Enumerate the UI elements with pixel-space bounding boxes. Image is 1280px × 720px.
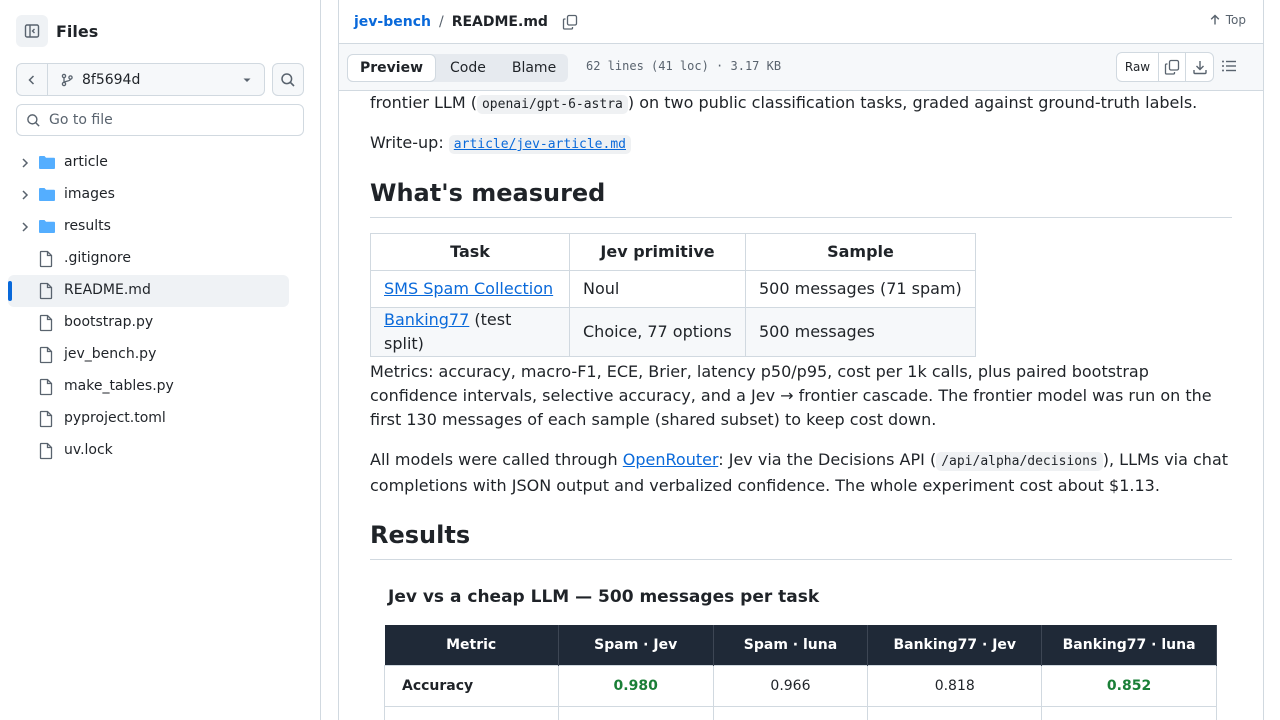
file-icon [38,378,54,396]
file-tree-sidebar [0,0,321,720]
intro-text-post: ) on two public classification tasks, graded against ground-truth labels. [627,93,1198,112]
folder-icon [38,218,56,235]
banking77-link[interactable]: Banking77 [384,310,470,329]
tree-item-label: results [64,218,111,234]
table-cell: 500 messages [746,308,976,357]
models-text-post: ), LLMs via chat completions with JSON output and verbalized confidence. The whole experiment cost about $1.13. [370,450,1229,495]
tree-item-readme[interactable] [8,275,289,307]
tab-blame[interactable]: Blame [511,60,557,76]
table-cell: Choice, 77 options [570,308,746,357]
file-icon [38,282,54,300]
results-cell: 0.852 [1042,665,1217,706]
table-header: Sample [746,234,976,271]
raw-button[interactable]: Raw [1117,53,1159,81]
tree-item-label: uv.lock [64,442,113,458]
git-branch-icon [60,73,74,87]
file-icon [38,410,54,428]
intro-text-pre: frontier LLM ( [370,93,477,112]
chevron-right-icon[interactable] [20,157,30,169]
table-header-row [371,234,976,271]
results-cell: 0.966 [713,665,868,706]
models-text-pre: All models were called through [370,450,623,469]
results-cell-empty [385,706,559,720]
results-header: Spam · luna [713,625,868,665]
branch-group [16,63,265,96]
tree-item-results[interactable] [8,211,308,243]
go-to-file-placeholder: Go to file [49,112,113,128]
tree-item-label: article [64,154,108,170]
results-header: Metric [385,625,559,665]
tree-item-make-tables[interactable] [8,371,308,403]
results-cell: 0.980 [558,665,713,706]
results-header: Banking77 · Jev [868,625,1042,665]
heading-whats-measured: What's measured [370,177,1232,218]
results-header: Banking77 · luna [1042,625,1217,665]
breadcrumb-separator: / [438,13,444,30]
metric-name: Accuracy [385,665,559,706]
list-unordered-icon [1221,58,1237,74]
tree-item-label: pyproject.toml [64,410,166,426]
intro-paragraph [370,91,1232,117]
results-cell-empty [713,706,868,720]
branch-selector[interactable] [48,64,264,95]
table-row [371,271,976,308]
writeup-paragraph [370,131,1232,157]
table-cell [371,271,570,308]
tree-item-label: images [64,186,115,202]
heading-results: Results [370,519,1232,560]
file-actions [1116,52,1214,82]
results-cell-empty [868,706,1042,720]
task-suffix: (test split) [384,310,512,353]
model-code: openai/gpt-6-astra [477,95,628,114]
sidebar-header [16,15,98,47]
file-meta: 62 lines (41 loc) · 3.17 KB [586,59,782,73]
tree-item-label: make_tables.py [64,378,174,394]
search-files-button[interactable] [272,63,304,96]
table-cell: Noul [570,271,746,308]
search-icon [280,72,296,88]
branch-name: 8f5694d [82,71,141,88]
file-tree [8,147,308,467]
search-icon [26,113,41,128]
collapse-sidebar-button[interactable] [16,15,48,47]
selected-indicator [8,281,12,301]
back-to-top-link[interactable] [1209,13,1246,27]
tree-item-gitignore[interactable] [8,243,308,275]
breadcrumb-file: README.md [451,13,548,30]
table-header: Jev primitive [570,234,746,271]
results-header: Spam · Jev [558,625,713,665]
table-cell: 500 messages (71 spam) [746,271,976,308]
chevron-right-icon[interactable] [20,189,30,201]
results-row-partial [385,706,1217,720]
branch-row [16,63,304,96]
copy-path-button[interactable] [562,14,578,30]
readme-content [338,91,1264,720]
tree-item-bootstrap[interactable] [8,307,308,339]
sidebar-collapse-icon [24,23,40,39]
folder-icon [38,186,56,203]
writeup-label: Write-up: [370,133,449,152]
sidebar-title: Files [56,21,99,41]
view-mode-tabs [347,54,568,82]
openrouter-link[interactable]: OpenRouter [622,450,719,469]
results-row [385,665,1217,706]
copy-icon [1164,59,1180,75]
tree-item-label: bootstrap.py [64,314,154,330]
metrics-paragraph: Metrics: accuracy, macro-F1, ECE, Brier, latency p50/p95, cost per 1k calls, plus paired bootstrap confidence intervals, selective accuracy, and a Jev → frontier cascade. The frontier model was run on the first 130 messages of each sample (shared subset) to keep cost down. [370,362,1212,429]
tree-item-images[interactable] [8,179,308,211]
table-header: Task [371,234,570,271]
models-paragraph [370,448,1232,498]
tab-code[interactable]: Code [450,60,486,76]
models-text-mid: : Jev via the Decisions API ( [718,450,937,469]
file-icon [38,442,54,460]
outline-button[interactable] [1221,58,1237,78]
tree-item-pyproject[interactable] [8,403,308,435]
download-icon [1192,59,1208,75]
caret-down-icon [242,75,252,85]
writeup-link[interactable]: article/jev-article.md [453,137,626,152]
file-icon [38,250,54,268]
tasks-table [370,233,976,357]
tree-item-label: README.md [64,282,151,298]
chevron-right-icon[interactable] [20,221,30,233]
back-to-top-label: Top [1225,13,1246,27]
tree-item-label: .gitignore [64,250,131,266]
folder-icon [38,154,56,171]
api-path-code: /api/alpha/decisions [936,452,1103,471]
file-icon [38,346,54,364]
results-cell-empty [1042,706,1217,720]
arrow-up-icon [1209,14,1221,26]
tree-item-uv-lock[interactable] [8,435,308,467]
results-table-title: Jev vs a cheap LLM — 500 messages per task [388,587,820,607]
copy-icon [562,14,578,30]
file-icon [38,314,54,332]
tab-preview[interactable]: Preview [347,54,436,82]
go-to-file-input[interactable] [16,104,304,136]
breadcrumb-repo-link[interactable]: jev-bench [354,13,431,30]
results-table [384,625,1217,720]
copy-raw-button[interactable] [1159,53,1186,81]
download-button[interactable] [1186,53,1213,81]
results-header-row [385,625,1217,665]
table-row [371,308,976,357]
results-cell: 0.818 [868,665,1042,706]
sms-spam-link[interactable]: SMS Spam Collection [384,279,554,298]
table-cell [371,308,570,357]
chevron-left-icon [26,74,38,86]
tree-item-jev-bench[interactable] [8,339,308,371]
tree-item-label: jev_bench.py [64,346,157,362]
file-header [338,0,1264,44]
back-button[interactable] [17,64,48,95]
file-toolbar [338,44,1264,91]
tree-item-article[interactable] [8,147,308,179]
results-cell-empty [558,706,713,720]
